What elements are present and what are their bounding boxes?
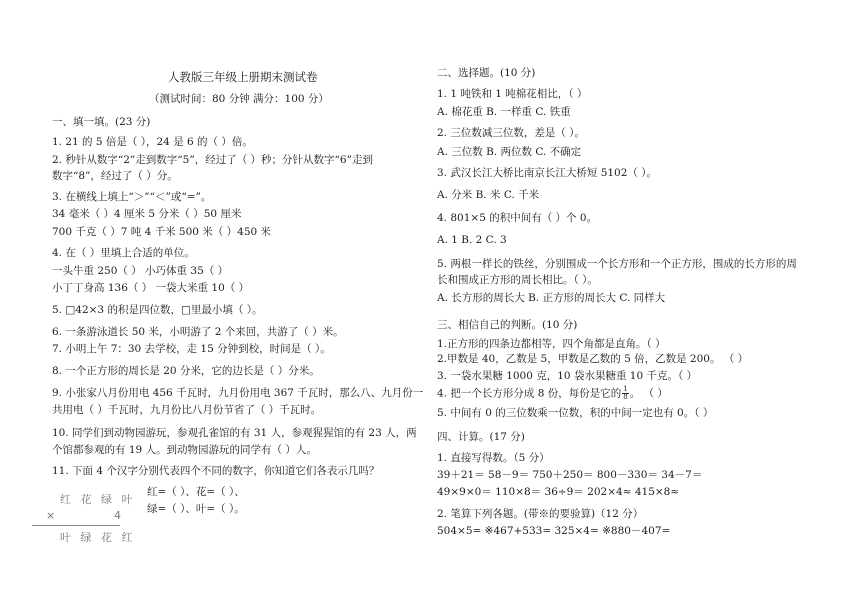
question-line: 2. 三位数减三位数，差是（ ）。 [437, 127, 585, 139]
question-line: 9. 小张家八月份用电 456 千瓦时，九月份用电 367 千瓦时，那么八、九月份一 [52, 387, 424, 399]
question-line: 8. 一个正方形的周长是 20 分米，它的边长是（ ）分米。 [52, 365, 320, 377]
question-line: 3. 武汉长江大桥比南京长江大桥短 5102（ ）。 [437, 167, 658, 179]
question-line: 1. 1 吨铁和 1 吨棉花相比，（ ） [437, 88, 588, 100]
options-line: A. 棉花重 B. 一样重 C. 铁重 [437, 106, 571, 118]
calc-row: 49×9×0＝ 110×8＝ 36÷9＝ 202×4≈ 415×8≈ [437, 486, 680, 498]
question-line-fraction [437, 386, 668, 401]
options-line: A. 1 B. 2 C. 3 [437, 234, 507, 246]
section-heading-choice: 二、选择题。(10 分) [437, 67, 536, 79]
question-line: 2.甲数是 40，乙数是 5，甲数是乙数的 5 倍，乙数是 200。 （ ） [437, 353, 749, 365]
multiply-sign: × [46, 509, 59, 522]
calc-row: 504×5= ※467+533= 325×4= ※880－407= [437, 525, 671, 537]
options-line: A. 三位数 B. 两位数 C. 不确定 [437, 146, 582, 158]
question-line: 5. 中间有 0 的三位数乘一位数，积的中间一定也有 0。（ ） [437, 407, 714, 419]
question-line: 小丁丁身高 136（ ） 一袋大米重 10（ ） [52, 282, 250, 294]
question-line: 4. 801×5 的积中间有（ ）个 0。 [437, 212, 598, 224]
exam-subtitle: （测试时间：80 分钟 满分：100 分） [149, 93, 329, 105]
question-tail: 。 （ ） [629, 387, 668, 400]
options-line: A. 分米 B. 米 C. 千米 [437, 189, 540, 201]
options-line: A. 长方形的周长大 B. 正方形的周长大 C. 同样大 [437, 292, 666, 304]
exam-title: 人教版三年级上册期末测试卷 [168, 70, 318, 84]
question-line: 34 毫米（ ）4 厘米 5 分米（ ）50 厘米 [52, 208, 242, 220]
fraction-one-eighth [622, 386, 628, 401]
section-heading-fill: 一、填一填。(23 分) [52, 116, 151, 128]
question-line: 个馆都参观的有 19 人。到动物园游玩的同学有（ ）人。 [52, 444, 317, 456]
question-line: 5. □42×3 的积是四位数，□里最小填（ ）。 [52, 304, 263, 316]
question-line: 2. 秒针从数字“2”走到数字“5”，经过了（ ）秒；分针从数字“6”走到 [52, 154, 373, 166]
section-heading-judge: 三、相信自己的判断。(10 分) [437, 319, 578, 331]
question-line: 11. 下面 4 个汉字分别代表四个不同的数字，你知道它们各表示几吗？ [52, 465, 380, 477]
puzzle-multiplier: 4 [114, 509, 124, 522]
fraction-denominator: 8 [623, 393, 628, 401]
section-heading-calc: 四、计算。(17 分) [437, 431, 525, 443]
question-line: 10. 同学们到动物园游玩，参观孔雀馆的有 31 人，参观猩猩馆的有 23 人，两 [52, 427, 417, 439]
question-line: 4. 在（ ）里填上合适的单位。 [52, 247, 195, 259]
puzzle-result-row: 叶 绿 花 红 [60, 531, 136, 544]
question-line: 2. 笔算下列各题。(带※的要验算)（12 分） [437, 508, 644, 520]
answer-blank-line: 红=（ ）、花=（ ）、 [147, 486, 245, 498]
question-line: 数字“8”，经过了（ ）分。 [52, 170, 178, 182]
question-line: 一头牛重 250（ ） 小巧体重 35（ ） [52, 265, 229, 277]
puzzle-rule-line [32, 525, 120, 526]
fraction-numerator: 1 [623, 385, 628, 393]
question-line: 1. 直接写得数。（5 分） [437, 452, 550, 464]
answer-blank-line: 绿=（ ）、叶=（ ）。 [147, 503, 245, 515]
question-line: 3. 一袋水果糖 1000 克，10 袋水果糖重 10 千克。（ ） [437, 370, 698, 382]
question-line: 长和围成正方形的周长相比。（ ）。 [437, 274, 598, 286]
question-line: 1. 21 的 5 倍是（ ），24 是 6 的（ ）倍。 [52, 136, 253, 148]
question-line: 1.正方形的四条边都相等，四个角都是直角。（ ） [437, 338, 666, 350]
question-text: 4. 把一个长方形分成 8 份，每份是它的 [437, 387, 622, 400]
calc-row: 39＋21＝ 58－9＝ 750＋250＝ 800－330＝ 34－7＝ [437, 469, 703, 481]
digit-puzzle-figure [30, 488, 140, 550]
question-line: 7. 小明上午 7：30 去学校，走 15 分钟到校，时间是（ ）。 [52, 343, 331, 355]
question-line: 共用电（ ）千瓦时，九月份比八月份节省了（ ）千瓦时。 [52, 404, 322, 416]
question-line: 6. 一条游泳道长 50 米，小明游了 2 个来回，共游了（ ）米。 [52, 326, 344, 338]
question-line: 700 千克（ ）7 吨 4 千米 500 米（ ）450 米 [52, 226, 272, 238]
question-line: 5. 两根一样长的铁丝，分别围成一个长方形和一个正方形，围成的长方形的周 [437, 258, 797, 270]
puzzle-top-row: 红 花 绿 叶 [60, 493, 136, 506]
question-line: 3. 在横线上填上“＞”“＜”或“=”。 [52, 191, 212, 203]
